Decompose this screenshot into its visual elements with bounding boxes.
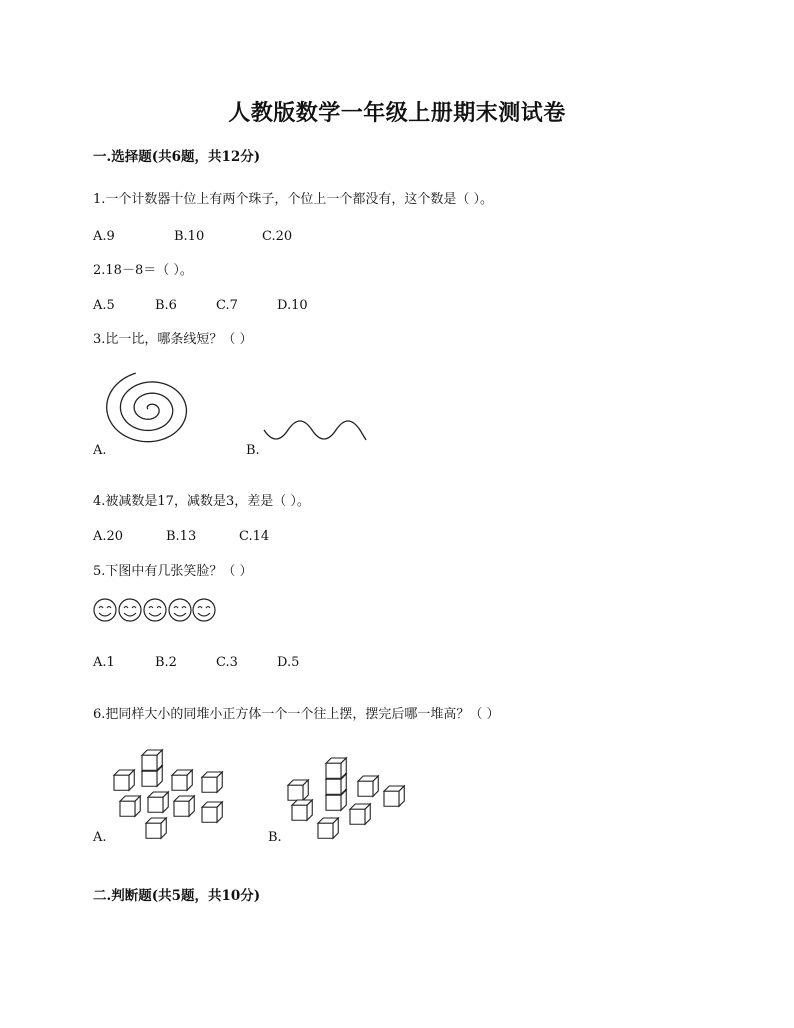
cube-icon: [202, 772, 222, 792]
cube-icon: [142, 750, 162, 770]
smiley-face-icon: [94, 599, 116, 621]
cube-pile-a-figure: [100, 740, 240, 840]
question-3-stem: 3.比一比，哪条线短？（ ）: [93, 332, 253, 347]
question-6-stem: 6.把同样大小的同堆小正方体一个一个往上摆，摆完后哪一堆高？（ ）: [93, 707, 500, 722]
question-4-option-c: C.14: [239, 529, 270, 544]
question-2-option-c: C.7: [216, 298, 238, 313]
cube-pile-b-figure: [280, 750, 420, 845]
cube-icon: [146, 818, 166, 838]
cube-icon: [120, 796, 140, 816]
cube-icon: [148, 792, 168, 812]
question-3-option-b: B.: [246, 443, 260, 458]
cube-icon: [384, 786, 404, 806]
question-2-option-d: D.10: [277, 298, 308, 313]
question-1-option-b: B.10: [174, 229, 205, 244]
cube-icon: [292, 800, 312, 820]
wavy-line-figure: [262, 418, 368, 444]
cube-icon: [172, 770, 192, 790]
question-4-option-b: B.13: [166, 529, 197, 544]
cube-icon: [350, 804, 370, 824]
cube-icon: [318, 818, 338, 838]
page-title: 人教版数学一年级上册期末测试卷: [228, 100, 566, 126]
question-5-option-d: D.5: [277, 655, 300, 670]
cube-icon: [174, 796, 194, 816]
question-5-option-b: B.2: [155, 655, 177, 670]
question-5-stem: 5.下图中有几张笑脸？（ ）: [93, 564, 253, 579]
question-3-option-a: A.: [93, 443, 107, 458]
question-1-stem: 1.一个计数器十位上有两个珠子，个位上一个都没有，这个数是（ ）。: [93, 192, 494, 207]
smiley-face-icon: [193, 599, 215, 621]
cube-icon: [114, 770, 134, 790]
smiley-faces-figure: [93, 598, 217, 624]
section-heading-judgement: 二.判断题(共5题，共10分): [93, 888, 261, 904]
question-2-option-b: B.6: [155, 298, 177, 313]
cube-icon: [358, 776, 378, 796]
question-5-option-a: A.1: [93, 655, 115, 670]
question-4-option-a: A.20: [93, 529, 124, 544]
question-6-option-b: B.: [268, 830, 282, 845]
question-1-option-c: C.20: [262, 229, 293, 244]
smiley-face-icon: [169, 599, 191, 621]
question-6-option-a: A.: [93, 830, 107, 845]
cube-icon: [202, 802, 222, 822]
smiley-face-icon: [119, 599, 141, 621]
smiley-face-icon: [144, 599, 166, 621]
section-heading-choice: 一.选择题(共6题，共12分): [93, 149, 261, 165]
question-5-option-c: C.3: [216, 655, 238, 670]
question-1-option-a: A.9: [93, 229, 115, 244]
question-2-option-a: A.5: [93, 298, 115, 313]
question-4-stem: 4.被减数是17，减数是3，差是（ ）。: [93, 494, 310, 509]
spiral-line-figure: [110, 370, 210, 446]
cube-icon: [326, 758, 346, 778]
question-2-stem: 2.18－8＝（ ）。: [93, 263, 193, 278]
cube-icon: [288, 780, 308, 800]
